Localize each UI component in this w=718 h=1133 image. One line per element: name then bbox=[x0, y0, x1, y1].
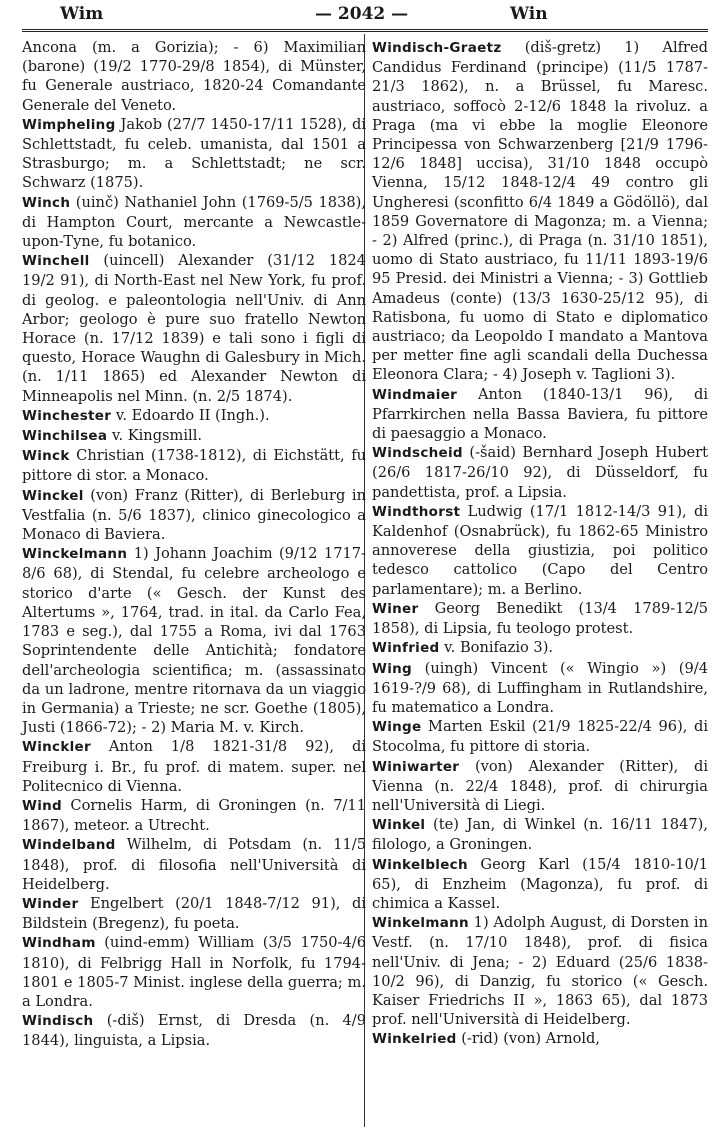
entry-headword: Winckel bbox=[22, 487, 84, 504]
dictionary-entry bbox=[372, 913, 708, 1029]
entry-headword: Windelband bbox=[22, 837, 116, 854]
entry-text: v. Edoardo II (Ingh.). bbox=[111, 406, 270, 424]
entry-text: (diš-gretz) 1) Alfred Candidus Ferdinand (principe) (11/5 1787-21/3 1862), n. a Brüssel, fu Maresc. austriaco, soffocò 2-12/6 1848 la rivoluz. a Praga (ma vi ebbe la moglie Eleonore Principessa von Schwarzenberg [21/9 1796-12/6 1848] uccisa), 31/10 1848 occupò Vienna, 15/12 1848-12/4 49 contro gli Ungheresi (sconfitto 6/4 1849 a Gödöllö), dal 1859 Governatore di Magonza; m. a Vienna; - 2) Alfred (princ.), di Praga (n. 31/10 1851), uomo di Stato austriaco, fu 11/11 1893-19/6 95 Presid. dei Ministri a Vienna; - 3) Gottlieb Amadeus (conte) (13/3 1630-25/12 95), di Ratisbona, fu uomo di Stato e diplomatico austriaco; da Leopoldo I mandato a Mantova per metter fine agli scandali della Duchessa Eleonora Clara; - 4) Joseph v. Taglioni 3). bbox=[372, 39, 708, 384]
entry-headword: Winchester bbox=[22, 407, 112, 424]
entry-headword: Windham bbox=[22, 935, 96, 952]
header-left-keyword: Wim bbox=[60, 4, 104, 24]
entry-text: Jakob (27/7 1450-17/11 1528), di Schlettstadt, fu celeb. umanista, dal 1501 a Strasburgo; m. a Schlettstadt; ne scr. Schwarz (1875). bbox=[22, 115, 366, 192]
dictionary-entry bbox=[22, 894, 366, 933]
entry-text: Georg Benedikt (13/4 1789-12/5 1858), di Lipsia, fu teologo protest. bbox=[372, 599, 708, 638]
entry-text: (uinč) Nathaniel John (1769-5/5 1838), di Hampton Court, mercante a Newcastle-upon-Tyne, fu botanico. bbox=[22, 193, 366, 251]
entry-headword: Winchilsea bbox=[22, 428, 108, 445]
entry-text: (von) Alexander (Ritter), di Vienna (n. 22/4 1848), prof. di chirurgia nell'Università di Liegi. bbox=[372, 757, 708, 814]
entry-headword: Wind bbox=[22, 797, 62, 814]
dictionary-entry bbox=[372, 659, 708, 718]
entry-headword: Winge bbox=[372, 719, 422, 736]
entry-headword: Windscheid bbox=[372, 445, 463, 462]
header-rule-double bbox=[22, 31, 708, 32]
entry-headword: Winiwarter bbox=[372, 758, 460, 775]
entry-text: Wilhelm, di Potsdam (n. 11/5 1848), prof. di filosofia nell'Università di Heidelberg. bbox=[22, 836, 366, 893]
entry-headword: Winder bbox=[22, 895, 79, 912]
entry-text: (von) Franz (Ritter), di Berleburg in Vestfalia (n. 5/6 1837), clinico ginecologico a Monaco di Baviera. bbox=[22, 486, 366, 544]
entry-text: (-rid) (von) Arnold, bbox=[456, 1030, 601, 1048]
entry-text: 1) Adolph August, di Dorsten in Vestf. (n. 17/10 1848), prof. di fisica nell'Univ. di Jena; - 2) Eduard (25/6 1838-10/2 96), di Danzig, fu storico (« Gesch. Kaiser Friedrichs II », 1863 65), dal 1873 prof. nell'Università di Heidelberg. bbox=[372, 914, 708, 1029]
entry-text: Ludwig (17/1 1812-14/3 91), di Kaldenhof (Osnabrück), fu 1862-65 Ministro annoverese della giustizia, poi politico tedesco cattolico (Capo del Centro parlamentare); m. a Berlino. bbox=[372, 502, 708, 598]
header-right-keyword: Win bbox=[510, 4, 548, 24]
entry-headword: Winer bbox=[372, 600, 419, 617]
entry-headword: Winck bbox=[22, 448, 70, 465]
right-column bbox=[372, 38, 708, 1050]
entry-headword: Winckelmann bbox=[22, 546, 128, 563]
entry-text: (-diš) Ernst, di Dresda (n. 4/9 1844), linguista, a Lipsia. bbox=[22, 1012, 366, 1050]
dictionary-entry bbox=[372, 855, 708, 914]
dictionary-entry bbox=[22, 486, 366, 545]
dictionary-entry bbox=[22, 796, 366, 835]
entry-text: Christian (1738-1812), di Eichstätt, fu pittore di stor. a Monaco. bbox=[22, 447, 366, 485]
entry-headword: Winfried bbox=[372, 640, 440, 657]
dictionary-entry bbox=[372, 757, 708, 816]
entry-headword: Winchell bbox=[22, 253, 90, 270]
dictionary-entry bbox=[22, 193, 366, 252]
entry-headword: Winch bbox=[22, 194, 71, 211]
header-rule bbox=[22, 29, 708, 30]
dictionary-entry bbox=[22, 446, 366, 485]
entry-text: Georg Karl (15/4 1810-10/1 65), di Enzheim (Magonza), fu prof. di chimica a Kassel. bbox=[372, 855, 708, 912]
entry-headword: Windmaier bbox=[372, 386, 458, 403]
entry-text: Marten Eskil (21/9 1825-22/4 96), di Stocolma, fu pittore di storia. bbox=[372, 718, 708, 756]
dictionary-entry bbox=[22, 426, 366, 446]
dictionary-entry bbox=[372, 1029, 708, 1049]
dictionary-entry bbox=[22, 933, 366, 1011]
dictionary-entry bbox=[372, 815, 708, 854]
entry-text: Ancona (m. a Gorizia); - 6) Maximilian (barone) (19/2 1770-29/8 1854), di Münster, fu Generale austriaco, 1820-24 Comandante Generale del Veneto. bbox=[22, 39, 366, 114]
entry-text: v. Kingsmill. bbox=[107, 427, 203, 445]
entry-headword: Windisch-Graetz bbox=[372, 40, 502, 56]
entry-text: Anton (1840-13/1 96), di Pfarrkirchen nella Bassa Baviera, fu pittore di paesaggio a Monaco. bbox=[372, 385, 708, 443]
entry-headword: Winkelried bbox=[372, 1031, 457, 1048]
entry-text: (uind-emm) William (3/5 1750-4/6 1810), di Felbrigg Hall in Norfolk, fu 1794-1801 e 1805-7 Minist. inglese della guerra; m. a Londra. bbox=[22, 934, 366, 1010]
dictionary-entry bbox=[372, 717, 708, 756]
dictionary-entry bbox=[22, 406, 366, 426]
entry-text: 1) Johann Joachim (9/12 1717-8/6 68), di Stendal, fu celebre archeologo e storico d'arte (« Gesch. der Kunst des Altertums », 1764, trad. in ital. da Carlo Fea, 1783 e seg.), dal 1755 a Roma, ivi dal 1763 Soprintendente delle Antichità; fondatore dell'archeologia scientifica; m. (assassinato da un ladrone, mentre ritornava da un viaggio in Germania) a Trieste; ne scr. Goethe (1805), Justi (1866-72); - 2) Maria M. v. Kirch. bbox=[22, 545, 366, 737]
dictionary-entry bbox=[372, 599, 708, 638]
entry-headword: Wimpheling bbox=[22, 116, 116, 133]
dictionary-entry bbox=[372, 502, 708, 599]
dictionary-entry bbox=[372, 385, 708, 444]
entry-headword: Windthorst bbox=[372, 503, 461, 520]
dictionary-entry bbox=[22, 835, 366, 894]
dictionary-entry bbox=[22, 38, 366, 115]
entry-headword: Windisch bbox=[22, 1013, 94, 1030]
entry-text: Engelbert (20/1 1848-7/12 91), di Bildstein (Bregenz), fu poeta. bbox=[22, 894, 366, 933]
entry-text: Cornelis Harm, di Groningen (n. 7/11 1867), meteor. a Utrecht. bbox=[22, 796, 366, 835]
page-header bbox=[0, 0, 718, 30]
entry-headword: Winkelmann bbox=[372, 915, 469, 932]
entry-headword: Winkel bbox=[372, 817, 426, 834]
entry-text: Anton 1/8 1821-31/8 92), di Freiburg i. Br., fu prof. di matem. super. nel Politecnico di Vienna. bbox=[22, 738, 366, 795]
entry-text: v. Bonifazio 3). bbox=[439, 639, 554, 657]
entry-text: (uingh) Vincent (« Wingio ») (9/4 1619-?/9 68), di Luffingham in Rutlandshire, fu matematico a Londra. bbox=[372, 659, 708, 716]
entry-headword: Winkelblech bbox=[372, 856, 468, 873]
left-column bbox=[22, 38, 366, 1051]
dictionary-entry bbox=[22, 544, 366, 737]
entry-headword: Winckler bbox=[22, 739, 91, 756]
entry-text: (-šaid) Bernhard Joseph Hubert (26/6 1817-26/10 92), di Düsseldorf, fu pandettista, prof. a Lipsia. bbox=[372, 444, 708, 501]
dictionary-entry bbox=[22, 251, 366, 406]
dictionary-entry bbox=[372, 443, 708, 502]
dictionary-entry bbox=[372, 38, 708, 385]
entry-text: (te) Jan, di Winkel (n. 16/11 1847), filologo, a Groningen. bbox=[372, 816, 708, 854]
dictionary-entry bbox=[22, 737, 366, 796]
dictionary-entry bbox=[372, 638, 708, 658]
entry-text: (uincell) Alexander (31/12 1824 19/2 91), di North-East nel New York, fu prof. di geolog. e paleontologia nell'Univ. di Ann Arbor; geologo è pure suo fratello Newton Horace (n. 17/12 1839) e tali sono i figli di questo, Horace Waughn di Galesbury in Mich. (n. 1/11 1865) ed Alexander Newton di Minneapolis nel Minn. (n. 2/5 1874). bbox=[22, 252, 366, 405]
dictionary-entry bbox=[22, 115, 366, 193]
dictionary-entry bbox=[22, 1011, 366, 1050]
entry-headword: Wing bbox=[372, 660, 412, 677]
page-number: — 2042 — bbox=[315, 4, 409, 24]
